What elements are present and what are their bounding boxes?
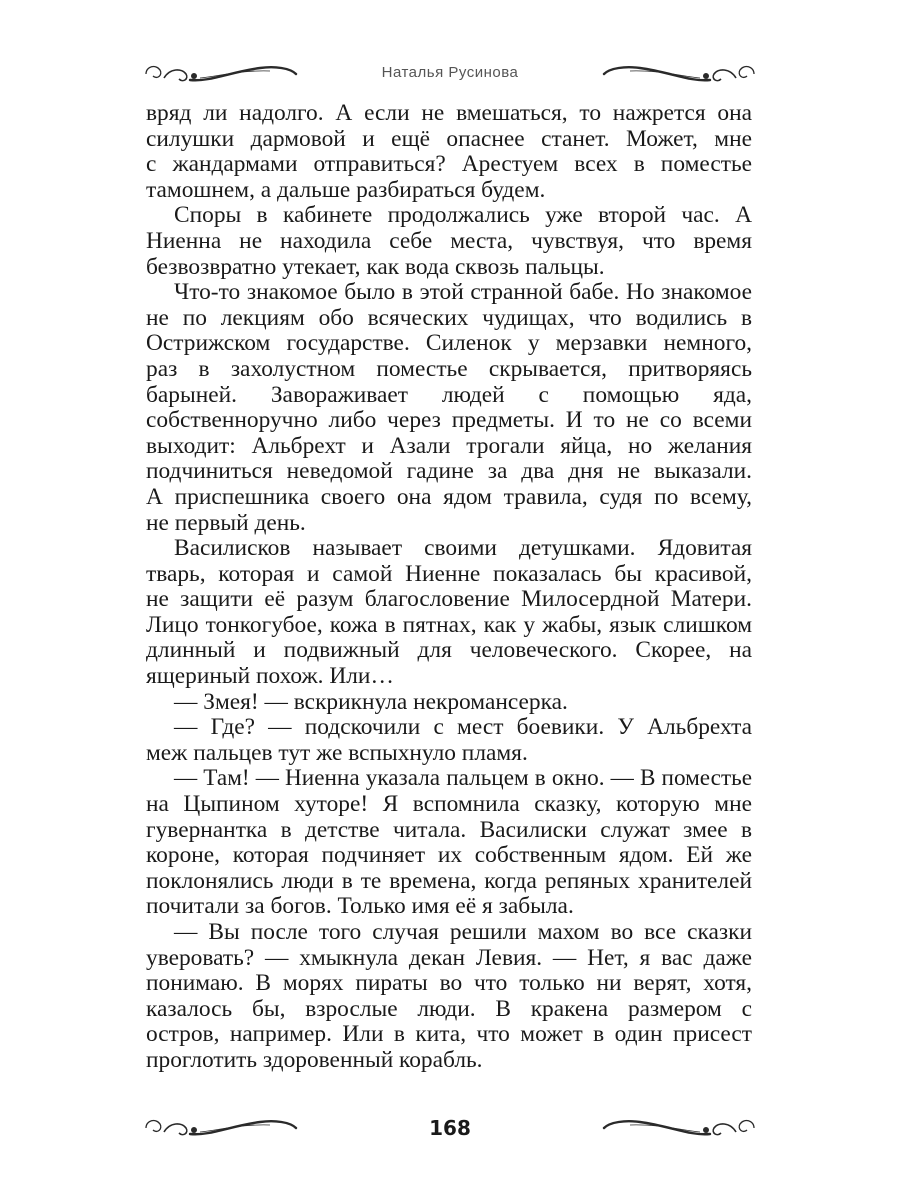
text-line: — Где? — подскочили с мест боевики. У Альбрехта xyxy=(174,715,752,741)
text-line: собственноручно либо через предметы. И то не со всеми xyxy=(146,408,752,434)
text-line: на Цыпином хуторе! Я вспомнила сказку, которую мне xyxy=(146,792,752,818)
text-line: ящериный похож. Или… xyxy=(146,664,394,690)
text-line: выходит: Альбрехт и Азали трогали яйца, но желания xyxy=(146,433,752,459)
text-line: Лицо тонкогубое, кожа в пятнах, как у жабы, язык слишком xyxy=(146,612,752,638)
text-line: Василисков называет своими детушками. Ядовитая xyxy=(174,536,752,562)
text-line: гувернантка в детстве читала. Василиски служат змее в xyxy=(146,817,752,843)
text-line: — Вы после того случая решили махом во все сказки xyxy=(174,920,752,945)
running-head-author: Наталья Русинова xyxy=(381,64,519,81)
text-line: длинный и подвижный для человеческого. Скорее, на xyxy=(146,638,752,664)
text-line: уверовать? — хмыкнула декан Левия. — Нет, я вас даже xyxy=(146,945,752,971)
text-line: тамошнем, а дальше разбираться будем. xyxy=(146,177,546,203)
text-line: — Там! — Ниенна указала пальцем в окно. — В поместье xyxy=(174,766,752,792)
text-line: Ниенна не находила себе места, чувствуя, что время xyxy=(146,228,752,254)
text-line: не защити её разум благословение Милосердной Матери. xyxy=(146,587,752,613)
text-line: проглотить здоровенный корабль. xyxy=(146,1047,483,1073)
text-line: меж пальцев тут же вспыхнуло пламя. xyxy=(146,740,528,766)
text-line: понимаю. В морях пираты во что только ни верят, хотя, xyxy=(146,971,752,997)
running-head xyxy=(140,56,760,92)
ornament-flourish-icon xyxy=(600,56,760,92)
text-line: безвозвратно утекает, как вода сквозь пальцы. xyxy=(146,254,605,280)
text-line: с жандармами отправиться? Арестуем всех в поместье xyxy=(146,152,752,178)
text-line: тварь, которая и самой Ниенне показалась бы красивой, xyxy=(146,561,752,587)
text-line: силушки дармовой и ещё опаснее станет. Может, мне xyxy=(146,126,752,152)
page-footer xyxy=(140,1110,760,1150)
text-line: раз в захолустном поместье скрывается, притворяясь xyxy=(146,356,752,382)
text-line: почитали за богов. Только имя её я забыла. xyxy=(146,894,574,920)
text-line: подчиниться неведомой гадине за два дня не выказали. xyxy=(146,459,752,485)
text-line: Споры в кабинете продолжались уже второй час. А xyxy=(174,203,752,229)
text-line: А приспешника своего она ядом травила, судя по всему, xyxy=(146,484,752,510)
body-text xyxy=(146,101,752,1074)
text-line: не по лекциям обо всяческих чудищах, что водились в xyxy=(146,305,752,331)
text-line: короне, которая подчиняет их собственным ядом. Ей же xyxy=(146,843,752,869)
text-line: не первый день. xyxy=(146,510,306,536)
text-line: барыней. Завораживает людей с помощью яда, xyxy=(146,382,752,408)
text-line: Что-то знакомое было в этой странной бабе. Но знакомое xyxy=(174,280,752,306)
text-line: вряд ли надолго. А если не вмешаться, то нажрется она xyxy=(146,101,752,126)
text-line: остров, например. Или в кита, что может в один присест xyxy=(146,1022,752,1048)
text-line: — Змея! — вскрикнула некромансерка. xyxy=(174,689,568,715)
page-number: 168 xyxy=(429,1116,471,1140)
text-line: казалось бы, взрослые люди. В кракена размером с xyxy=(146,996,752,1022)
text-line: поклонялись люди в те времена, когда репяных хранителей xyxy=(146,868,752,894)
text-line: Острижском государстве. Силенок у мерзавки немного, xyxy=(146,331,752,357)
ornament-flourish-icon xyxy=(600,1110,760,1146)
